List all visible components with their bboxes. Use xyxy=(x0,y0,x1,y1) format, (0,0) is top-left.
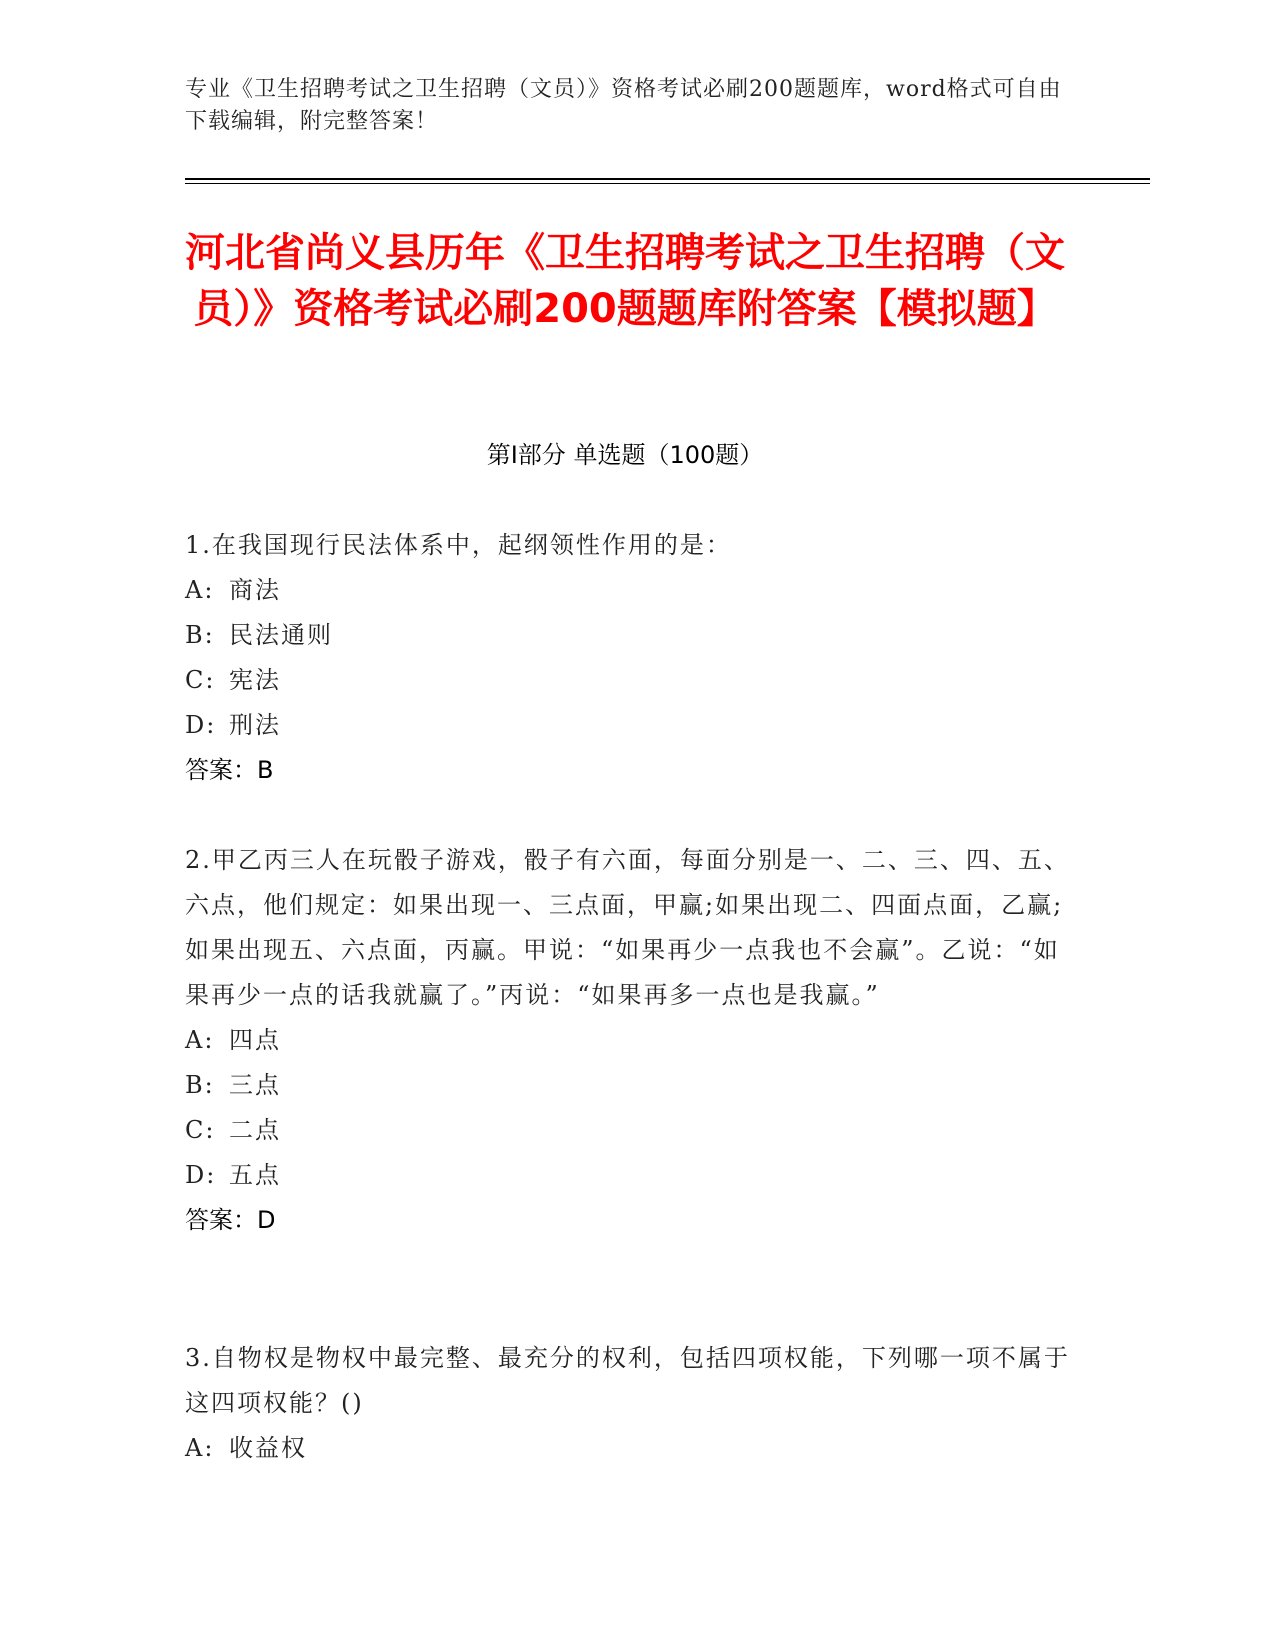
option-text: 商法 xyxy=(229,576,281,604)
header-note: 专业《卫生招聘考试之卫生招聘（文员）》资格考试必刷200题题库，word格式可自由下载编辑，附完整答案！ xyxy=(185,77,1062,134)
option-b xyxy=(185,1063,1075,1108)
answer: 答案：D xyxy=(185,1206,276,1234)
option-key: A: xyxy=(185,1434,215,1462)
question-2 xyxy=(185,838,1075,1243)
option-key: A: xyxy=(185,576,215,604)
option-text: 二点 xyxy=(229,1116,281,1144)
option-key: C: xyxy=(185,1116,216,1144)
section-title: 第I部分 单选题（100题） xyxy=(486,441,764,469)
option-key: C: xyxy=(185,666,216,694)
option-key: B: xyxy=(185,621,215,649)
answer: 答案：B xyxy=(185,756,274,784)
question-stem: 2.甲乙丙三人在玩骰子游戏，骰子有六面，每面分别是一、二、三、四、五、六点，他们规定：如果出现一、三点面，甲赢;如果出现二、四面点面，乙赢;如果出现五、六点面，丙赢。甲说：“如果再少一点我也不会赢”。乙说：“如果再少一点的话我就赢了。”丙说：“如果再多一点也是我赢。” xyxy=(185,846,1070,1009)
option-text: 五点 xyxy=(229,1161,281,1189)
option-key: B: xyxy=(185,1071,215,1099)
option-a xyxy=(185,568,1075,613)
option-a xyxy=(185,1018,1075,1063)
option-key: D: xyxy=(185,1161,217,1189)
option-text: 收益权 xyxy=(229,1434,307,1462)
option-c xyxy=(185,1108,1075,1153)
option-text: 民法通则 xyxy=(229,621,333,649)
header-divider-thick xyxy=(185,178,1150,180)
header-divider-thin xyxy=(185,183,1150,184)
option-key: A: xyxy=(185,1026,215,1054)
option-c xyxy=(185,658,1075,703)
option-d xyxy=(185,703,1075,748)
document-title: 河北省尚义县历年《卫生招聘考试之卫生招聘（文员）》资格考试必刷200题题库附答案【模拟题】 xyxy=(185,230,1065,332)
option-text: 三点 xyxy=(229,1071,281,1099)
option-d xyxy=(185,1153,1075,1198)
option-text: 四点 xyxy=(229,1026,281,1054)
option-key: D: xyxy=(185,711,217,739)
question-stem: 1.在我国现行民法体系中，起纲领性作用的是： xyxy=(185,531,732,559)
question-3 xyxy=(185,1336,1075,1471)
option-a xyxy=(185,1426,1075,1471)
option-text: 宪法 xyxy=(229,666,281,694)
option-b xyxy=(185,613,1075,658)
option-text: 刑法 xyxy=(229,711,281,739)
question-1 xyxy=(185,523,1075,793)
question-stem: 3.自物权是物权中最完整、最充分的权利，包括四项权能，下列哪一项不属于这四项权能？() xyxy=(185,1344,1070,1417)
